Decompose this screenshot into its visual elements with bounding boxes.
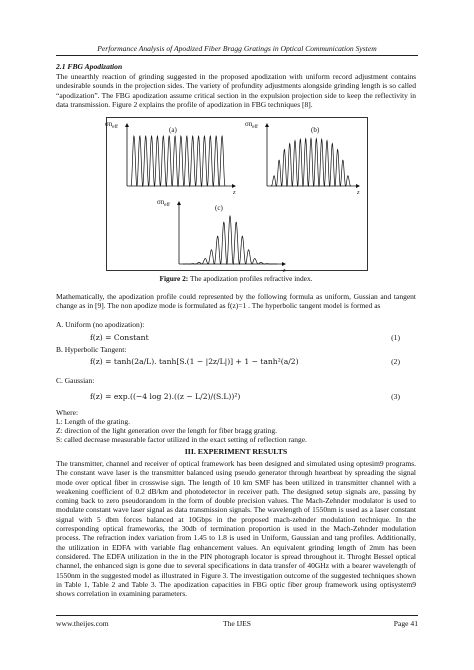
where-label: Where: [56,408,79,417]
experiment-body [56,459,416,598]
where-item-l: L: Length of the grating. [56,417,130,426]
panel-c-label: (c) [215,204,223,212]
equation-3-number: (3) [391,392,400,401]
section-heading-fbg-apodization: 2.1 FBG Apodization [56,62,123,71]
equation-1-number: (1) [391,333,400,342]
panel-b-x-arrow [356,184,360,188]
equation-1 [90,333,412,347]
figure-caption-text: The apodization profiles refractive index. [190,274,313,283]
header-rule [56,55,418,56]
equation-2-formula: f(z) = tanh(2a/L). tanh[S.(1 − |2z/L|)] + 1 − tanh²(a/2) [90,357,299,366]
equation-2-number: (2) [391,357,400,366]
panel-a-x-arrow [232,184,236,188]
panel-a-x-label: z [233,189,236,196]
math-intro-paragraph: Mathematically, the apodization profile could represented by the following formula as uniform, Gussian and tangent change as in [9]. The non apodize mode is formulated as f(z)=1 . The hyperbolic tangent model is formed as [56,292,416,311]
footer-rule [56,615,418,616]
equation-2 [90,357,412,371]
footer-website: www.theijes.com [56,619,109,628]
figure-graphic [105,118,367,274]
footer-journal: The IJES [222,619,252,628]
tangent-label: B. Hyperbolic Tangent: [56,345,127,354]
footer-page-number: Page 41 [393,619,418,628]
panel-b-profile-curve [271,138,351,186]
panel-b-x-label: z [357,189,360,196]
panel-b-label: (b) [311,126,320,134]
experiment-paragraph: The transmitter, channel and receiver of optical framework has been designed and simulated using optesim9 programs. The constant wave laser is the transmitter balanced using pseudo generator through heartbeat by spreading the signal mode over optical fiber in crosswise sign. The length of 10 km SMF has been utilized in transmitter channel with a weakening coefficient of 0.2 dB/km and photodetector in receiver path. The designed setup signals are, passing by coming back to zero pseudorandom in the form of double precision values. The Mach-Zehnder modulator is used to modulate constant wave laser signal as data transmission signals. The wavelength of 1550nm is used as a laser constant signal with 5 dbm forces balanced at 10Gbps in the proposed mach-zehnder modulation technique. In the corresponding optical frameworks, the 30db of termination proportion is used in the Mach-Zehnder modulation process. The refraction index variation from 1.45 to 1.8 is used in Uniform, Gaussian and tang profiles. Additionally, the utilization in EDFA with variable flag enhancement values. An equivalent grinding length of 2mm has been considered. The EDFA utilization in the in the PIN photograph locator is spread throughout it. Throght Bessel optical channel, the enhanced sign is gone due to several specifications in data transfer of 40GHz with a bearer wavelength of 1550nm in the suggested model as illustrated in Figure 3. The investigation outcome of the suggested techniques shown in Table 1, Table 2 and Table 3. The apodization capacities in FBG optic fiber group framework using optisystem9 shows correlation in examining parameters. [56,459,416,599]
panel-c-y-label: $\sigma n_{eff}$ [157,198,170,208]
panel-a-label: (a) [169,126,177,134]
panel-c-profile-curve [183,216,277,264]
panel-a-y-arrow [125,123,129,127]
where-item-z: Z: direction of the light generation over the length for fiber bragg grating. [56,426,277,435]
equation-1-formula: f(z) = Constant [90,333,149,342]
apodization-paragraph: The unearthly reaction of grinding suggested in the proposed apodization with uniform record adjustment contains undesirable sounds in the projection sides. The variety of profundity adjustments alongside grinding length is so called “apodization”. The FBG apodization assume critical section in the expulsion projection side to keep the reflectivity in data transmission. Figure 2 explains the profile of apodization in FBG techniques [8]. [56,72,416,109]
gaussian-label: C. Gaussian: [56,376,95,385]
panel-b-y-label: $\sigma n_{eff}$ [245,120,258,130]
math-intro [56,292,416,311]
panel-c-x-label: z [283,267,286,274]
panel-c-x-arrow [282,262,286,266]
panel-a-y-label: $\sigma n_{eff}$ [105,120,118,130]
apodization-profiles-figure [105,117,368,274]
section-heading-experiment-results: III. EXPERIMENT RESULTS [184,447,288,456]
running-header: Performance Analysis of Apodized Fiber Bragg Gratings in Optical Communication System [97,44,377,53]
panel-c-y-arrow [177,201,181,205]
section-body [56,72,416,109]
equation-3 [90,392,412,406]
panel-a-profile-curve [131,136,225,186]
equation-3-formula: f(z) = exp.((−4 log 2).((z − L/2)/(S.L))²) [90,392,241,401]
where-item-s: S: called decrease measurable factor utilized in the exact setting of reflection range. [56,435,307,444]
figure-caption [56,274,416,283]
uniform-label: A. Uniform (no apodization): [56,320,145,329]
panel-b-y-arrow [265,123,269,127]
figure-caption-label: Figure 2: [159,274,189,283]
